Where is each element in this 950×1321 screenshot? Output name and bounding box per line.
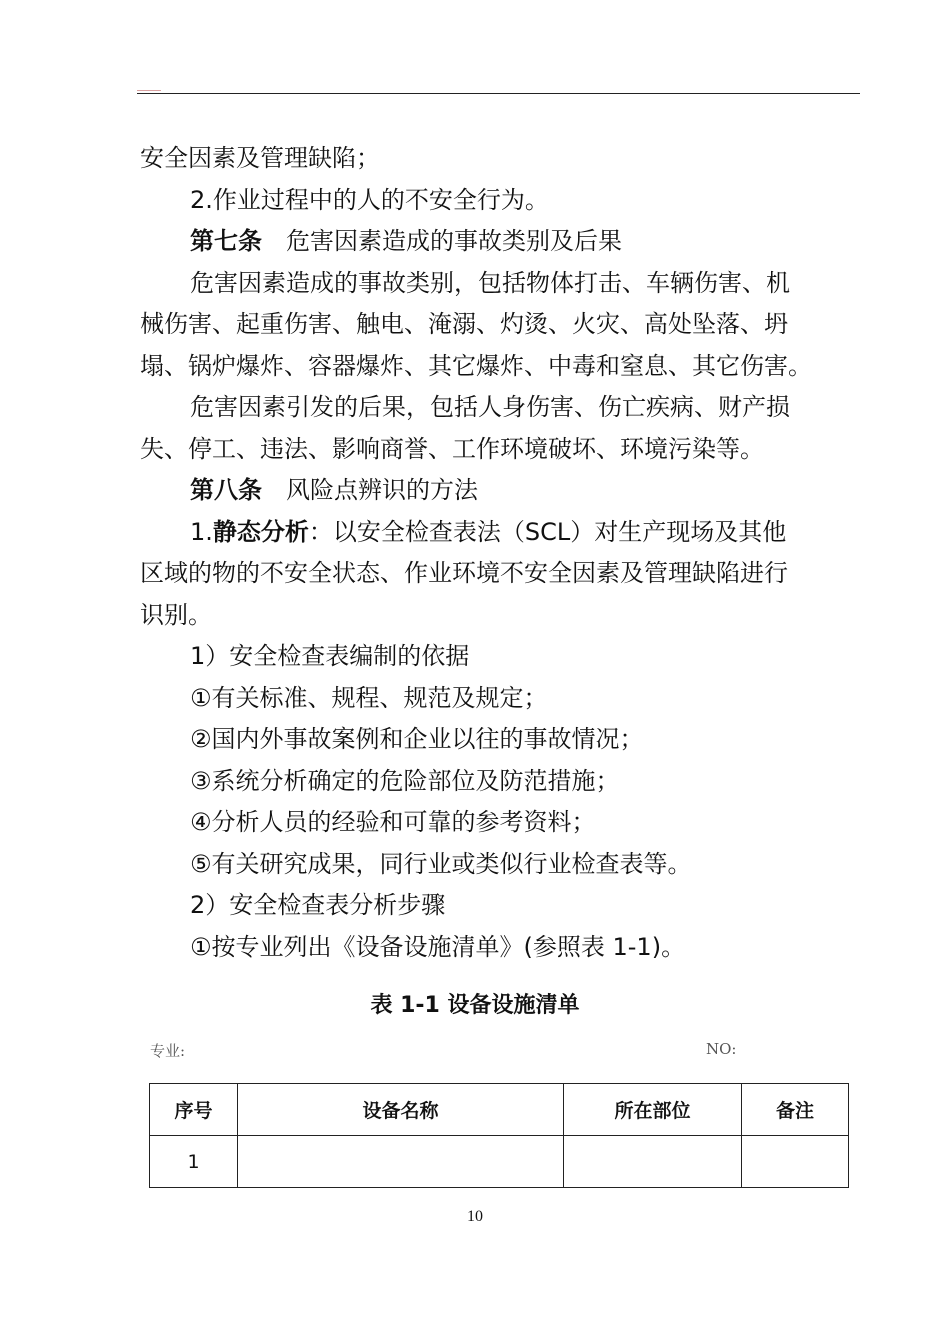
paragraph-line: 1）安全检查表编制的依据 bbox=[190, 642, 470, 670]
list-item: ④分析人员的经验和可靠的参考资料； bbox=[190, 808, 596, 836]
article-7-heading bbox=[140, 221, 845, 263]
table-header-row bbox=[150, 1084, 849, 1136]
table-cell: 1 bbox=[150, 1136, 238, 1188]
paragraph-line: 械伤害、起重伤害、触电、淹溺、灼烫、火灾、高处坠落、坍 bbox=[140, 310, 788, 338]
page-number: 10 bbox=[467, 1208, 483, 1225]
article-title: 风险点辨识的方法 bbox=[286, 476, 478, 504]
paragraph-line: 识别。 bbox=[140, 600, 212, 629]
paragraph-line: 2.作业过程中的人的不安全行为。 bbox=[190, 185, 549, 214]
number-label: NO: bbox=[706, 1040, 737, 1058]
list-item: ②国内外事故案例和企业以往的事故情况； bbox=[190, 725, 644, 753]
header-cell-location: 所在部位 bbox=[564, 1084, 742, 1136]
table-cell bbox=[238, 1136, 564, 1188]
static-analysis-line bbox=[140, 512, 845, 554]
list-item: ①有关标准、规程、规范及规定； bbox=[190, 683, 548, 712]
item-number: 1. bbox=[190, 517, 213, 546]
table-row bbox=[150, 1136, 849, 1188]
table-cell bbox=[742, 1136, 849, 1188]
specialty-label: 专业: bbox=[150, 1042, 186, 1060]
article-number: 第七条 bbox=[190, 227, 262, 255]
article-number: 第八条 bbox=[190, 476, 262, 504]
table-cell bbox=[564, 1136, 742, 1188]
article-8-heading bbox=[140, 470, 845, 512]
header-cell-equipment-name: 设备名称 bbox=[238, 1084, 564, 1136]
paragraph-line: 2）安全检查表分析步骤 bbox=[190, 891, 446, 919]
header-mark bbox=[137, 90, 161, 91]
table-caption: 表 1-1 设备设施清单 bbox=[370, 993, 580, 1018]
header-rule bbox=[137, 93, 860, 94]
list-item: ①按专业列出《设备设施清单》(参照表 1-1)。 bbox=[190, 932, 686, 961]
list-item: ⑤有关研究成果，同行业或类似行业检查表等。 bbox=[190, 849, 692, 878]
paragraph-line: 区域的物的不安全状态、作业环境不安全因素及管理缺陷进行 bbox=[140, 559, 788, 587]
paragraph-line: 塌、锅炉爆炸、容器爆炸、其它爆炸、中毒和窒息、其它伤害。 bbox=[140, 351, 812, 380]
static-analysis-term: 静态分析 bbox=[212, 517, 309, 546]
paragraph-line: 失、停工、违法、影响商誉、工作环境破坏、环境污染等。 bbox=[140, 434, 764, 463]
header-cell-remarks: 备注 bbox=[742, 1084, 849, 1136]
equipment-table bbox=[149, 1083, 849, 1188]
article-title: 危害因素造成的事故类别及后果 bbox=[286, 227, 622, 255]
static-analysis-text: ：以安全检查表法（SCL）对生产现场及其他 bbox=[308, 517, 787, 546]
paragraph-line: 危害因素造成的事故类别，包括物体打击、车辆伤害、机 bbox=[190, 268, 790, 297]
paragraph-line: 安全因素及管理缺陷； bbox=[140, 144, 380, 172]
paragraph-line: 危害因素引发的后果，包括人身伤害、伤亡疾病、财产损 bbox=[190, 393, 790, 421]
header-cell-number: 序号 bbox=[150, 1084, 238, 1136]
list-item: ③系统分析确定的危险部位及防范措施； bbox=[190, 766, 620, 795]
document-body bbox=[140, 138, 845, 968]
